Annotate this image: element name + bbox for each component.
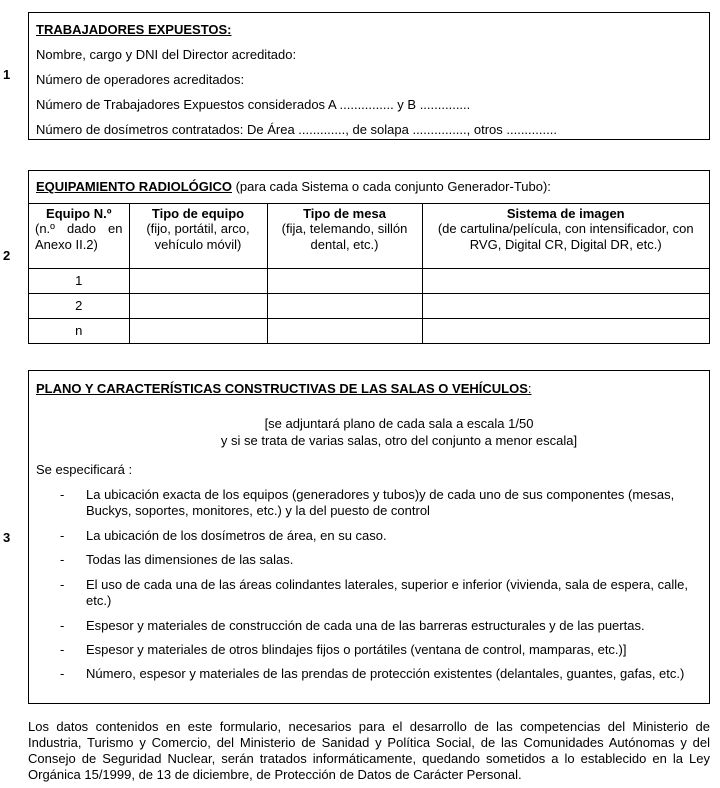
list-item: Número, espesor y materiales de las prendas de protección existentes (delantales, guantes, gafas, etc.) xyxy=(86,666,685,681)
table-cell[interactable] xyxy=(267,268,422,293)
list-item: La ubicación de los dosímetros de área, en su caso. xyxy=(86,528,387,543)
table-cell[interactable] xyxy=(129,268,267,293)
section-3-title-colon: : xyxy=(527,381,532,396)
bullet-dash: - xyxy=(60,528,65,543)
list-item: El uso de cada una de las áreas colindantes laterales, superior e inferior (vivienda, sala de espera, calle, etc.) xyxy=(86,577,688,608)
table-cell[interactable] xyxy=(422,268,709,293)
scale-note-line-1: [se adjuntará plano de cada sala a escala 1/50 xyxy=(264,416,534,431)
col-sistema-imagen-sub: (de cartulina/película, con intensificador, con RVG, Digital CR, Digital DR, etc.) xyxy=(437,221,694,252)
equipment-table xyxy=(29,204,709,343)
section-2-header xyxy=(29,171,709,204)
table-cell[interactable] xyxy=(267,293,422,318)
row-number: n xyxy=(29,318,129,343)
section-3-number: 3 xyxy=(3,530,11,545)
section-1-number: 1 xyxy=(3,67,11,82)
bullet-dash: - xyxy=(60,642,65,657)
col-sistema-imagen xyxy=(422,204,709,268)
col-equipo-title: Equipo N.º xyxy=(46,206,112,221)
data-protection-notice: Los datos contenidos en este formulario, necesarios para el desarrollo de las competencias del Ministerio de Industria, Turismo y Comercio, del Ministerio de Sanidad y Política Social, de las Comunidades Autónomas y del Consejo de Seguridad Nuclear, serán tratados informáticamente, quedando sometidos a lo establecido en la Ley Orgánica 15/1999, de 13 de diciembre, de Protección de Datos de Carácter Personal. xyxy=(28,719,710,782)
section-2-title-suffix: (para cada Sistema o cada conjunto Generador-Tubo): xyxy=(231,179,551,194)
col-tipo-equipo-title: Tipo de equipo xyxy=(151,206,245,221)
dosimeters-field: Número de dosímetros contratados: De Área ............., de solapa ..............., otros .............. xyxy=(36,122,557,137)
col-tipo-mesa-title: Tipo de mesa xyxy=(303,206,386,221)
row-number: 1 xyxy=(29,268,129,293)
table-row xyxy=(29,318,709,343)
row-number: 2 xyxy=(29,293,129,318)
scale-note xyxy=(29,415,709,449)
list-item: Todas las dimensiones de las salas. xyxy=(86,552,294,567)
list-item: La ubicación exacta de los equipos (generadores y tubos)y de cada uno de sus componentes (mesas, Buckys, soportes, monitores, etc.) y la del puesto de control xyxy=(86,487,675,518)
col-tipo-equipo-sub: (fijo, portátil, arco, vehículo móvil) xyxy=(146,221,250,252)
table-cell[interactable] xyxy=(129,318,267,343)
table-cell[interactable] xyxy=(422,318,709,343)
col-tipo-mesa xyxy=(267,204,422,268)
table-cell[interactable] xyxy=(129,293,267,318)
director-field: Nombre, cargo y DNI del Director acreditado: xyxy=(36,47,297,62)
bullet-dash: - xyxy=(60,618,65,633)
section-2-box xyxy=(28,170,710,344)
list-item: Espesor y materiales de construcción de cada una de las barreras estructurales y de las puertas. xyxy=(86,618,645,633)
operators-field: Número de operadores acreditados: xyxy=(36,72,245,87)
col-tipo-equipo xyxy=(129,204,267,268)
col-equipo xyxy=(29,204,129,268)
table-header-row xyxy=(29,204,709,268)
section-1-box xyxy=(28,12,710,140)
col-equipo-sub: (n.º dado en Anexo II.2) xyxy=(35,221,123,252)
table-row xyxy=(29,293,709,318)
section-3-box xyxy=(28,370,710,704)
section-1-title: TRABAJADORES EXPUESTOS: xyxy=(36,22,232,37)
section-2-title: EQUIPAMIENTO RADIOLÓGICO xyxy=(36,179,232,194)
col-tipo-mesa-sub: (fija, telemando, sillón dental, etc.) xyxy=(281,221,408,252)
col-sistema-imagen-title: Sistema de imagen xyxy=(506,206,625,221)
specify-intro: Se especificará : xyxy=(36,462,133,477)
bullet-dash: - xyxy=(60,666,65,681)
table-row xyxy=(29,268,709,293)
section-2-number: 2 xyxy=(3,248,11,263)
table-cell[interactable] xyxy=(422,293,709,318)
section-3-title: PLANO Y CARACTERÍSTICAS CONSTRUCTIVAS DE LAS SALAS O VEHÍCULOS xyxy=(36,381,528,396)
list-item: Espesor y materiales de otros blindajes fijos o portátiles (ventana de control, mamparas, etc.)] xyxy=(86,642,627,657)
scale-note-line-2: y si se trata de varias salas, otro del conjunto a menor escala] xyxy=(220,433,578,448)
bullet-dash: - xyxy=(60,577,65,592)
exposed-workers-field: Número de Trabajadores Expuestos considerados A ............... y B .............. xyxy=(36,97,471,112)
table-cell[interactable] xyxy=(267,318,422,343)
bullet-dash: - xyxy=(60,552,65,567)
bullet-dash: - xyxy=(60,487,65,502)
